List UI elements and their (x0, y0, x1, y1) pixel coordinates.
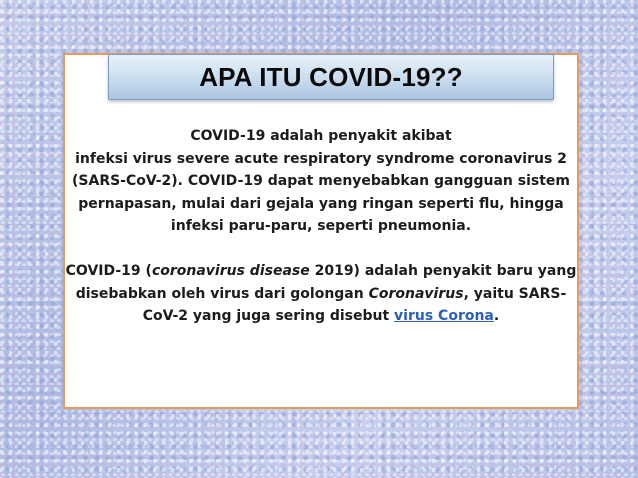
paragraph-definition-rest: infeksi virus severe acute respiratory syndrome coronavirus 2 (SARS-CoV-2). COVID-19 dapat menyebabkan gangguan sistem pernapasan, mulai dari gejala yang ringan seperti flu, hingga infeksi paru-paru, seperti pneumonia. (72, 150, 570, 234)
paragraph-description-part1: COVID-19 ( (65, 263, 152, 279)
paragraph-definition (64, 125, 578, 238)
slide-title: APA ITU COVID-19?? (199, 61, 463, 92)
paragraph-description (64, 260, 578, 328)
italic-term-coronavirus-disease: coronavirus disease (151, 263, 310, 279)
title-banner (108, 54, 554, 100)
paragraph-spacer (64, 238, 578, 261)
virus-corona-link[interactable]: virus Corona (394, 308, 494, 324)
slide-body (64, 125, 578, 328)
paragraph-description-part4: . (493, 308, 500, 324)
paragraph-definition-line1: COVID-19 adalah penyakit akibat (190, 128, 452, 144)
paragraph-description-part2: 2019) adalah penyakit baru yang disebabkan oleh virus dari golongan (75, 263, 577, 302)
italic-term-coronavirus: Coronavirus (368, 285, 464, 302)
paragraph-description-part3: , yaitu SARS-CoV-2 yang juga sering disebut (142, 285, 567, 324)
